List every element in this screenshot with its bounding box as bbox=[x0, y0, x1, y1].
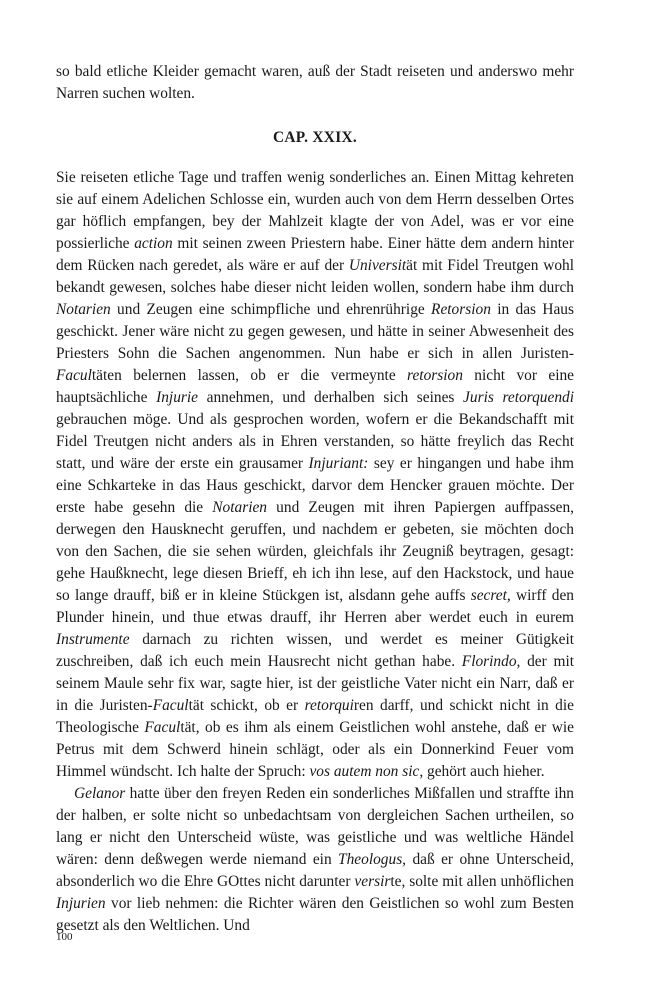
italic-run: versir bbox=[354, 873, 391, 890]
italic-run: Notarien bbox=[56, 301, 111, 318]
text-run: tät schickt, ob er bbox=[188, 697, 305, 714]
body-paragraph-1 bbox=[56, 167, 574, 783]
page-text-block bbox=[56, 61, 574, 937]
text-run: ren darff, und schickt nicht in die Theologische bbox=[56, 697, 574, 736]
text-run: Sie reiseten etliche Tage und traffen wenig sonderliches an. Einen Mittag kehreten sie auf einem Adelichen Schlosse ein, wurden auch von dem Herrn desselben Ortes gar höflich empfangen, bey der Mahlzeit klagte der von Adel, was er vor eine possierliche bbox=[56, 169, 574, 252]
page-number: 100 bbox=[56, 931, 73, 943]
italic-run: retorqui bbox=[304, 697, 354, 714]
italic-run: Injurie bbox=[156, 389, 198, 406]
text-run: wirff den Plunder hinein, und thue etwas drauff, ihr Herren aber werdet euch in eurem bbox=[56, 587, 574, 626]
italic-run: Theologus, bbox=[338, 851, 407, 868]
text-run: so bald etliche Kleider gemacht waren, auß der Stadt reiseten und anderswo mehr Narren suchen wolten. bbox=[56, 63, 574, 102]
text-run: daß er ohne Unterscheid, absonderlich wo die Ehre GOttes nicht darunter bbox=[56, 851, 574, 890]
text-run: annehmen, und derhalben sich seines bbox=[197, 389, 464, 406]
text-run: darnach zu richten wissen, und werdet es meiner Gütigkeit zuschreiben, daß ich euch mein Hausrecht nicht gethan habe. bbox=[56, 631, 574, 670]
text-run: täten belernen lassen, ob er die vermeynte bbox=[91, 367, 408, 384]
italic-run: Facul bbox=[152, 697, 189, 714]
text-run: mit seinen zween Priestern habe. Einer hätte dem andern hinter dem Rücken nach geredet, als wäre er auf der bbox=[56, 235, 574, 274]
italic-run: Injurien bbox=[56, 895, 106, 912]
italic-run: Facul bbox=[56, 367, 92, 384]
italic-run: Universit bbox=[348, 257, 407, 274]
text-run: der mit seinem Maule sehr fix war, sagte hier, ist der geistliche Vater nicht ein Narr, daß er in die Juristen- bbox=[56, 653, 574, 714]
text-run: sey er hingangen und habe ihm eine Schkarteke in das Haus geschickt, darvor dem Hencker grauen möchte. Der erste habe gesehn die bbox=[56, 455, 574, 516]
text-run: ät mit Fidel Treutgen wohl bekandt gewesen, solches habe dieser nicht leiden wollen, sondern habe ihm durch bbox=[56, 257, 574, 296]
italic-run: retorsion bbox=[407, 367, 463, 384]
text-run: hatte über den freyen Reden ein sonderliches Mißfallen und straffte ihn der halben, er solte nicht so unbedachtsam von dergleichen Sachen urtheilen, so lang er nicht den Unterscheid wüste, was geistliche und was weltliche Händel wären: denn deßwegen werde niemand ein bbox=[56, 785, 574, 868]
text-run: und Zeugen mit ihren Papiergen auffpassen, derwegen den Hausknecht geruffen, und nachdem er gebeten, sie möchten doch von den Sachen, die sie sehen würden, gleichfals ihr Zeugniß beytragen, gesagt: gehe Haußknecht, lege diesen Brieff, eh ich ihn lese, auf den Hackstock, und haue so lange drauff, biß er in kleine Stückgen ist, alsdann gehe auffs bbox=[56, 499, 574, 604]
italic-run: Retorsion bbox=[431, 301, 491, 318]
text-run: tät, ob es ihm als einem Geistlichen wohl anstehe, daß er wie Petrus mit dem Schwerd hinein schlägt, oder als ein Donnerkind Feuer vom Himmel wündscht. Ich halte der Spruch: bbox=[56, 719, 574, 780]
italic-run: Injuriant: bbox=[308, 455, 369, 472]
italic-run: vos autem non sic, bbox=[309, 763, 424, 780]
italic-run: Florindo, bbox=[461, 653, 521, 670]
text-run: vor lieb nehmen: die Richter wären den Geistlichen so wohl zum Besten gesetzt als den Weltlichen. Und bbox=[56, 895, 574, 934]
text-run: te, solte mit allen unhöflichen bbox=[390, 873, 575, 890]
opening-paragraph bbox=[56, 61, 574, 105]
text-run: gehört auch hieher. bbox=[423, 763, 545, 780]
italic-run: Facul bbox=[144, 719, 181, 736]
chapter-heading: CAP. XXIX. bbox=[272, 129, 358, 146]
italic-run: action bbox=[134, 235, 173, 252]
italic-run: Juris retorquendi bbox=[463, 389, 574, 406]
italic-run: secret, bbox=[470, 587, 511, 604]
text-run: nicht vor eine hauptsächliche bbox=[56, 367, 574, 406]
italic-run: Notarien bbox=[212, 499, 268, 516]
body-paragraph-2 bbox=[56, 783, 574, 937]
text-run: gebrauchen möge. Und als gesprochen worden, wofern er die Bekandschafft mit Fidel Treutgen nicht anders als in Ehren verstanden, so hätte freylich das Recht statt, und wäre der erste ein grausamer bbox=[56, 411, 574, 472]
italic-run: Instrumente bbox=[56, 631, 130, 648]
italic-run: Gelanor bbox=[74, 785, 126, 802]
text-run: in das Haus geschickt. Jener wäre nicht zu gegen gewesen, und hätte in seiner Abwesenheit des Priesters Sohn die Sachen angenommen. Nun habe er sich in allen Juristen- bbox=[56, 301, 574, 362]
text-run: und Zeugen eine schimpfliche und ehrenrührige bbox=[110, 301, 432, 318]
